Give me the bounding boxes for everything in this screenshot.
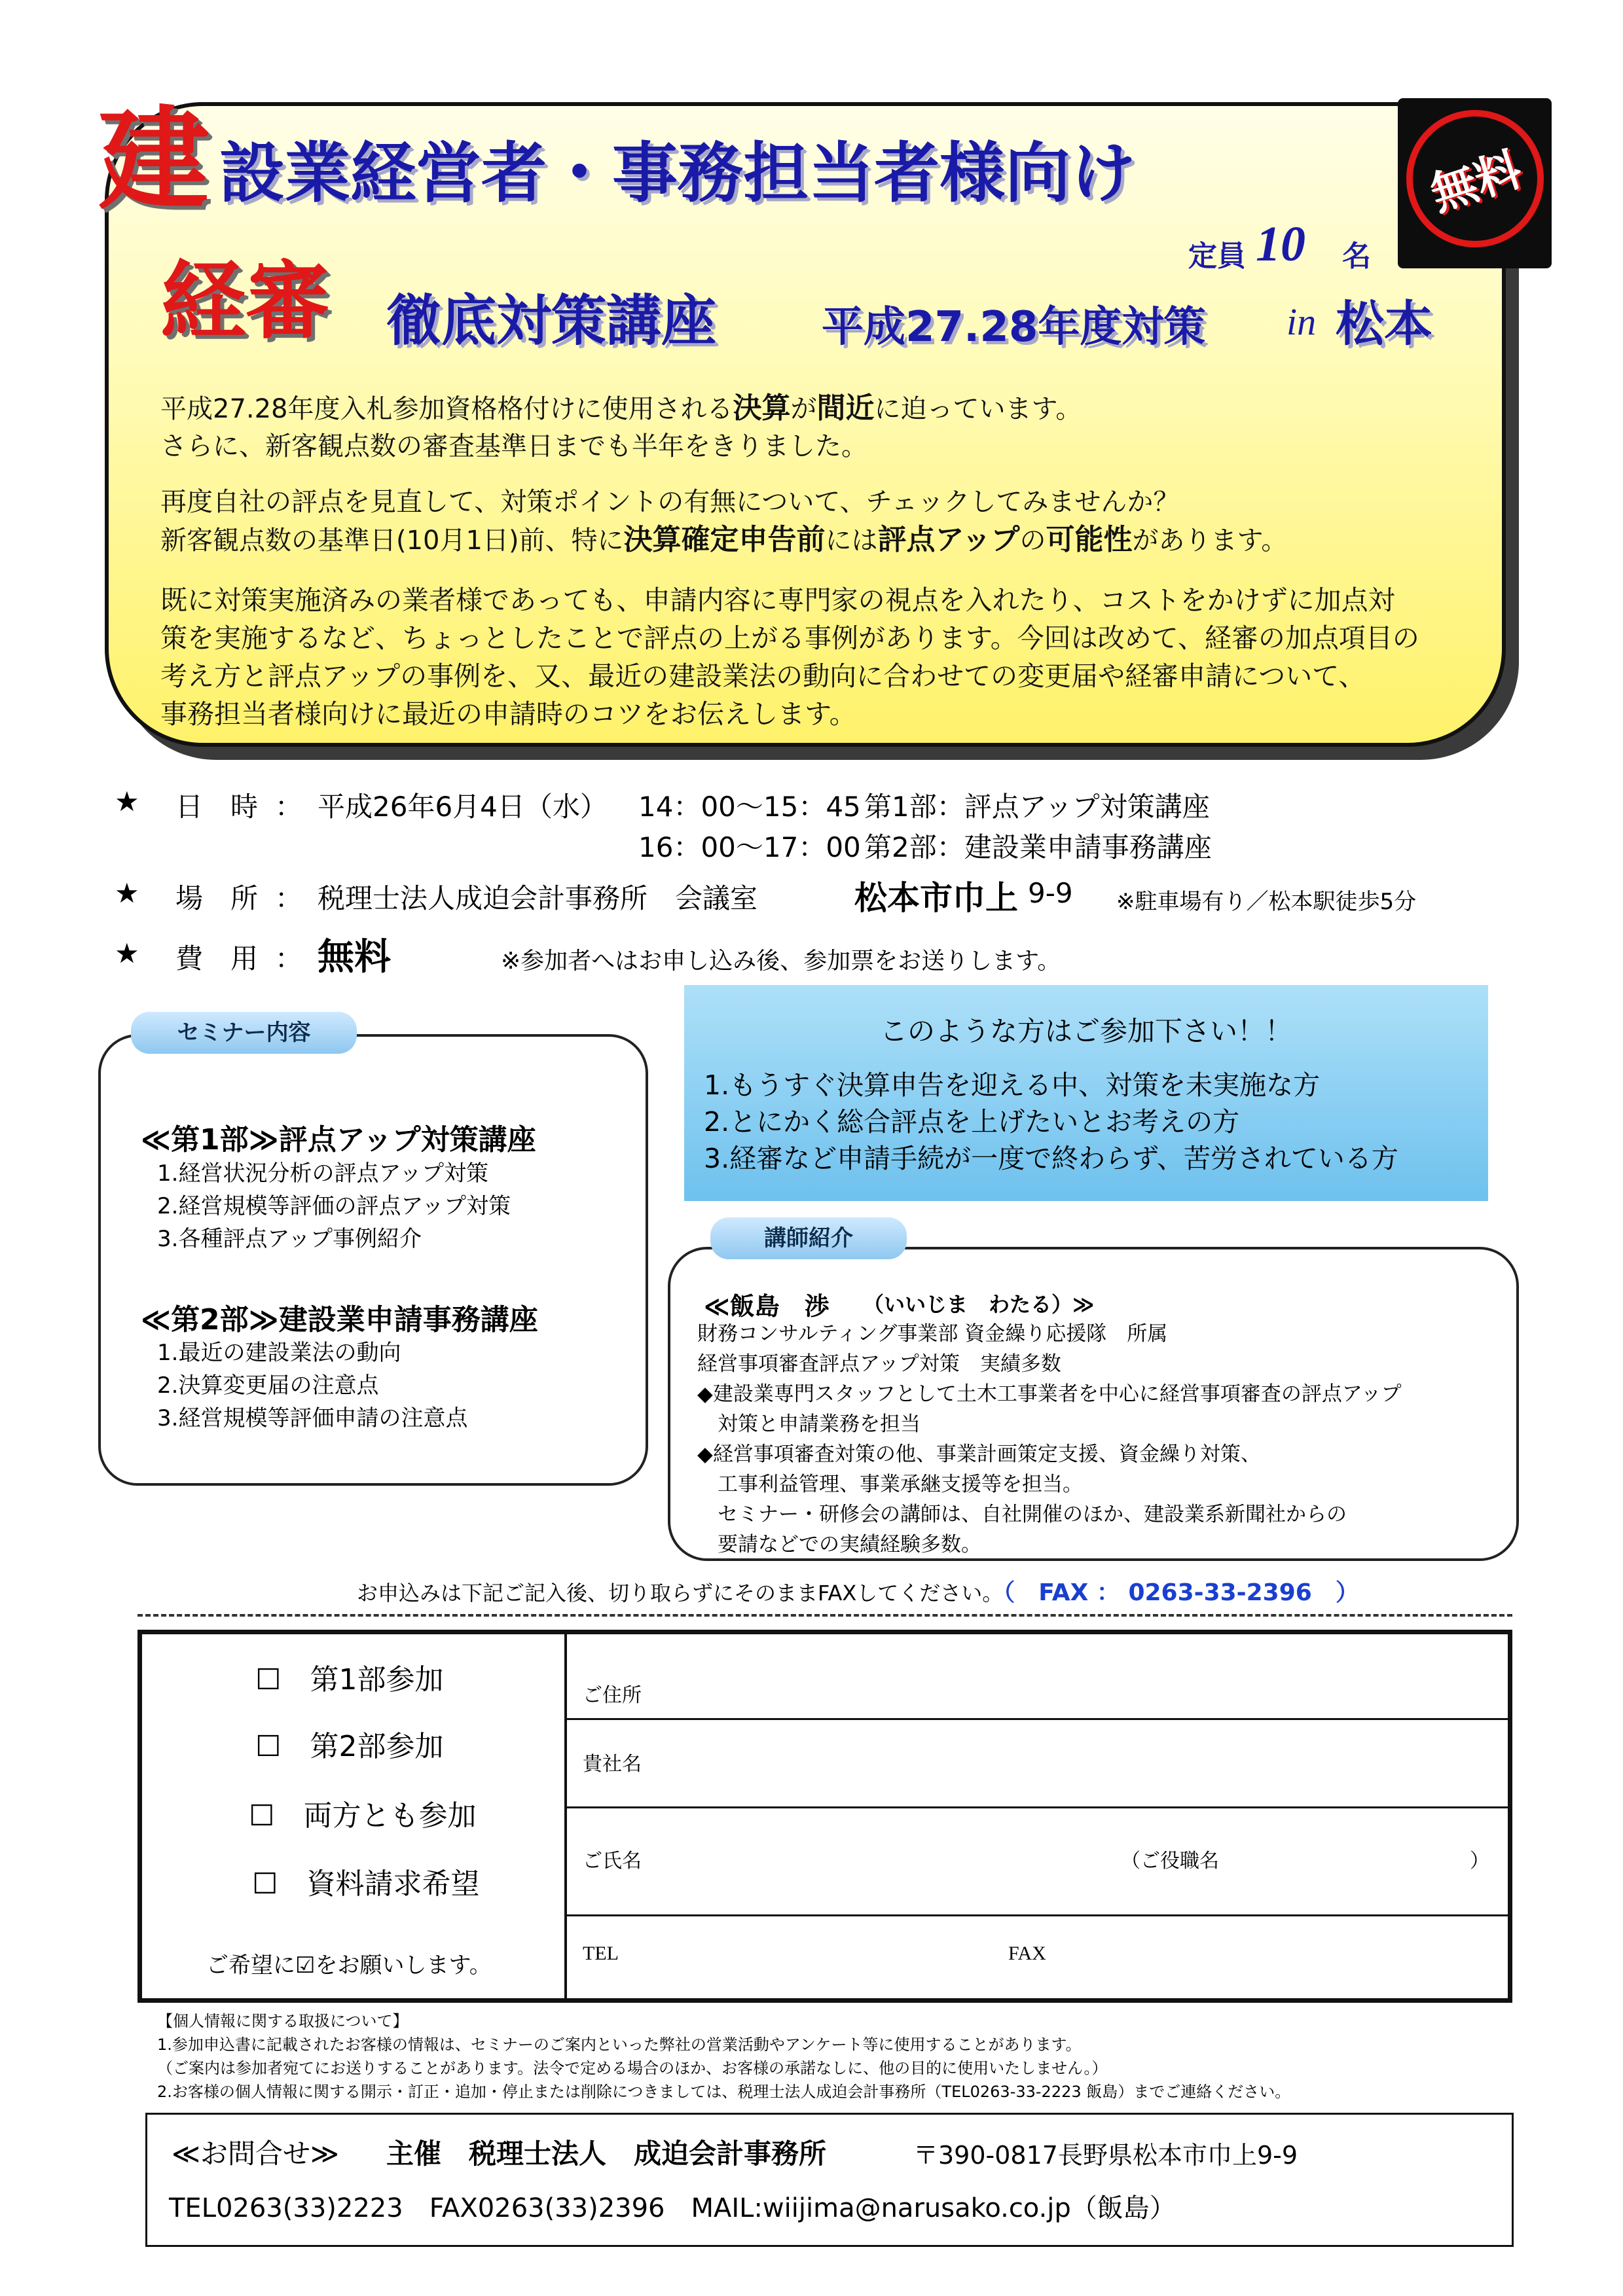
part-1-item: 3.各種評点アップ事例紹介: [157, 1226, 422, 1252]
fax-label: FAX: [1008, 1943, 1046, 1964]
intro-line-1: 平成27.28年度入札参加資格格付けに使用される決算が間近に迫っています。: [160, 391, 1082, 425]
part-1-title: ≪第1部≫評点アップ対策講座: [141, 1123, 536, 1157]
lecturer-line: 要請などでの実績経験多数。: [697, 1533, 981, 1556]
subtitle-big: 経審: [160, 251, 331, 351]
tel-label: TEL: [583, 1943, 619, 1964]
form-row-line: [564, 1806, 1512, 1808]
name-label: ご氏名: [583, 1850, 642, 1873]
company-label: 貴社名: [583, 1753, 642, 1776]
intro-line-2: さらに、新客観点数の審査基準日までも半年をきりました。: [160, 431, 867, 461]
time-2: 16：00～17：00: [638, 831, 861, 863]
star-icon: ★: [115, 877, 139, 909]
lecturer-line: 財務コンサルティング事業部 資金繰り応援隊 所属: [697, 1322, 1168, 1346]
lecturer-line: ◆建設業専門スタッフとして土木工事業者を中心に経営事項審査の評点アップ: [697, 1382, 1402, 1406]
in-label: in: [1286, 300, 1317, 343]
place-label: 松本: [1336, 296, 1432, 352]
lecturer-line: 経営事項審査評点アップ対策 実績多数: [697, 1352, 1061, 1376]
fee-note: ※参加者へはお申し込み後、参加票をお送りします。: [501, 948, 1061, 975]
check-note: ご希望に☑をお願いします。: [206, 1952, 492, 1979]
contact-box: [145, 2113, 1514, 2247]
colon: ：: [275, 942, 303, 975]
lecturer-pill: 講師紹介: [710, 1217, 907, 1259]
target-title: このような方はご参加下さい！！: [879, 1015, 1292, 1047]
colon: ：: [275, 882, 303, 914]
place-address: 松本市巾上: [854, 879, 1018, 917]
lecturer-line: 工事利益管理、事業承継支援等を担当。: [697, 1473, 1083, 1496]
part-2-item: 2.決算変更届の注意点: [157, 1372, 379, 1399]
fax-notice: お申込みは下記ご記入後、切り取らずにそのままFAXしてください。（ FAX ： 0263-33-2396 ）: [357, 1579, 1359, 1606]
contact-address: 〒390-0817長野県松本市巾上9-9: [913, 2141, 1298, 2170]
intro-line-4: 新客観点数の基準日(10月1日)前、特に決算確定申告前には評点アップの可能性があります。: [160, 523, 1288, 556]
contact-organizer: 主催 税理士法人 成迫会計事務所: [386, 2138, 827, 2170]
contact-label: ≪お問合せ≫: [172, 2138, 339, 2170]
fee-value: 無料: [318, 936, 391, 978]
seminar-pill: セミナー内容: [131, 1012, 357, 1054]
target-item: 3.経審など申請手続が一度で終わらず、苦労されている方: [704, 1143, 1398, 1174]
star-icon: ★: [115, 937, 139, 969]
privacy-line: （ご案内は参加者宛てにお送りすることがあります。法令で定める場合のほか、お客様の承諾なしに、他の目的に使用いたしません。）: [157, 2059, 1108, 2077]
intro-line-3: 再度自社の評点を見直して、対策ポイントの有無について、チェックしてみませんか？: [160, 487, 1180, 517]
intro-p3-2: 策を実施するなど、ちょっとしたことで評点の上がる事例があります。今回は改めて、経審の加点項目の: [160, 622, 1419, 654]
lecturer-name: ≪飯島 渉: [704, 1292, 830, 1321]
stamp-text: 無料: [1424, 142, 1528, 222]
lecturer-line: セミナー・研修会の講師は、自社開催のほか、建設業系新聞社からの: [697, 1503, 1347, 1526]
target-item: 1.もうすぐ決算申告を迎える中、対策を未実施な方: [704, 1069, 1321, 1101]
checkbox-both[interactable]: ☐ 両方とも参加: [249, 1799, 477, 1833]
target-item: 2.とにかく総合評点を上げたいとお考えの方: [704, 1106, 1240, 1138]
position-label: （ご役職名: [1121, 1850, 1219, 1873]
intro-p3-1: 既に対策実施済みの業者様であっても、申請内容に専門家の視点を入れたり、コストをかけずに加点対: [160, 584, 1395, 616]
place-note: ※駐車場有り／松本駅徒歩5分: [1116, 889, 1417, 915]
year-label: 平成27.28年度対策: [822, 303, 1206, 351]
privacy-line: 1.参加申込書に記載されたお客様の情報は、セミナーのご案内といった弊社の営業活動やアンケート等に使用することがあります。: [157, 2036, 1082, 2054]
subtitle-rest: 徹底対策講座: [386, 289, 717, 353]
place-address-num: 9-9: [1028, 877, 1073, 909]
date-value: 平成26年6月4日（水）: [318, 791, 608, 823]
form-row-line: [564, 1718, 1512, 1720]
part-1-item: 2.経営規模等評価の評点アップ対策: [157, 1193, 511, 1219]
place-value: 税理士法人成迫会計事務所 会議室: [318, 882, 758, 914]
capacity-number: 10: [1256, 217, 1305, 272]
fee-label: 費 用: [175, 942, 259, 975]
part-2-item: 1.最近の建設業法の動向: [157, 1340, 401, 1366]
part-1-time: 第1部：評点アップ対策講座: [864, 791, 1210, 823]
form-row-line: [564, 1914, 1512, 1916]
place-label: 場 所: [175, 882, 259, 914]
checkbox-materials[interactable]: ☐ 資料請求希望: [252, 1867, 480, 1901]
part-2-item: 3.経営規模等評価申請の注意点: [157, 1405, 468, 1431]
time-1: 14：00～15：45: [638, 791, 861, 823]
contact-phone-mail: TEL0263(33)2223 FAX0263(33)2396 MAIL:wiijima@narusako.co.jp（飯島）: [169, 2193, 1176, 2223]
address-label: ご住所: [583, 1684, 642, 1707]
title-line-1: 設業経営者・事務担当者様向け: [219, 135, 1136, 211]
star-icon: ★: [115, 785, 139, 817]
lecturer-line: 対策と申請業務を担当: [697, 1412, 921, 1436]
intro-p3-3: 考え方と評点アップの事例を、又、最近の建設業法の動向に合わせての変更届や経審申請について、: [160, 660, 1366, 692]
privacy-line: 2.お客様の個人情報に関する開示・訂正・追加・停止または削除につきましては、税理士法人成迫会計事務所（TEL0263-33-2223 飯島）までご連絡ください。: [157, 2083, 1291, 2101]
colon: ：: [275, 791, 303, 823]
part-2-time: 第2部：建設業申請事務講座: [864, 831, 1212, 863]
capacity-unit: 名: [1342, 240, 1371, 273]
part-1-item: 1.経営状況分析の評点アップ対策: [157, 1160, 489, 1187]
capacity-label: 定員: [1188, 240, 1246, 273]
part-2-title: ≪第2部≫建設業申請事務講座: [141, 1303, 538, 1336]
form-divider: [564, 1630, 567, 2003]
title-first-char: 建: [98, 96, 210, 225]
privacy-title: 【個人情報に関する取扱について】: [157, 2012, 409, 2030]
checkbox-part-1[interactable]: ☐ 第1部参加: [255, 1663, 444, 1696]
lecturer-kana: （いいじま わたる）≫: [863, 1292, 1095, 1317]
date-label: 日 時: [175, 791, 259, 823]
lecturer-line: ◆経営事項審査対策の他、事業計画策定支援、資金繰り対策、: [697, 1443, 1261, 1466]
position-close: ）: [1470, 1850, 1489, 1873]
cut-line: [137, 1614, 1512, 1617]
checkbox-part-2[interactable]: ☐ 第2部参加: [255, 1730, 444, 1763]
intro-p3-4: 事務担当者様向けに最近の申請時のコツをお伝えします。: [160, 698, 856, 730]
